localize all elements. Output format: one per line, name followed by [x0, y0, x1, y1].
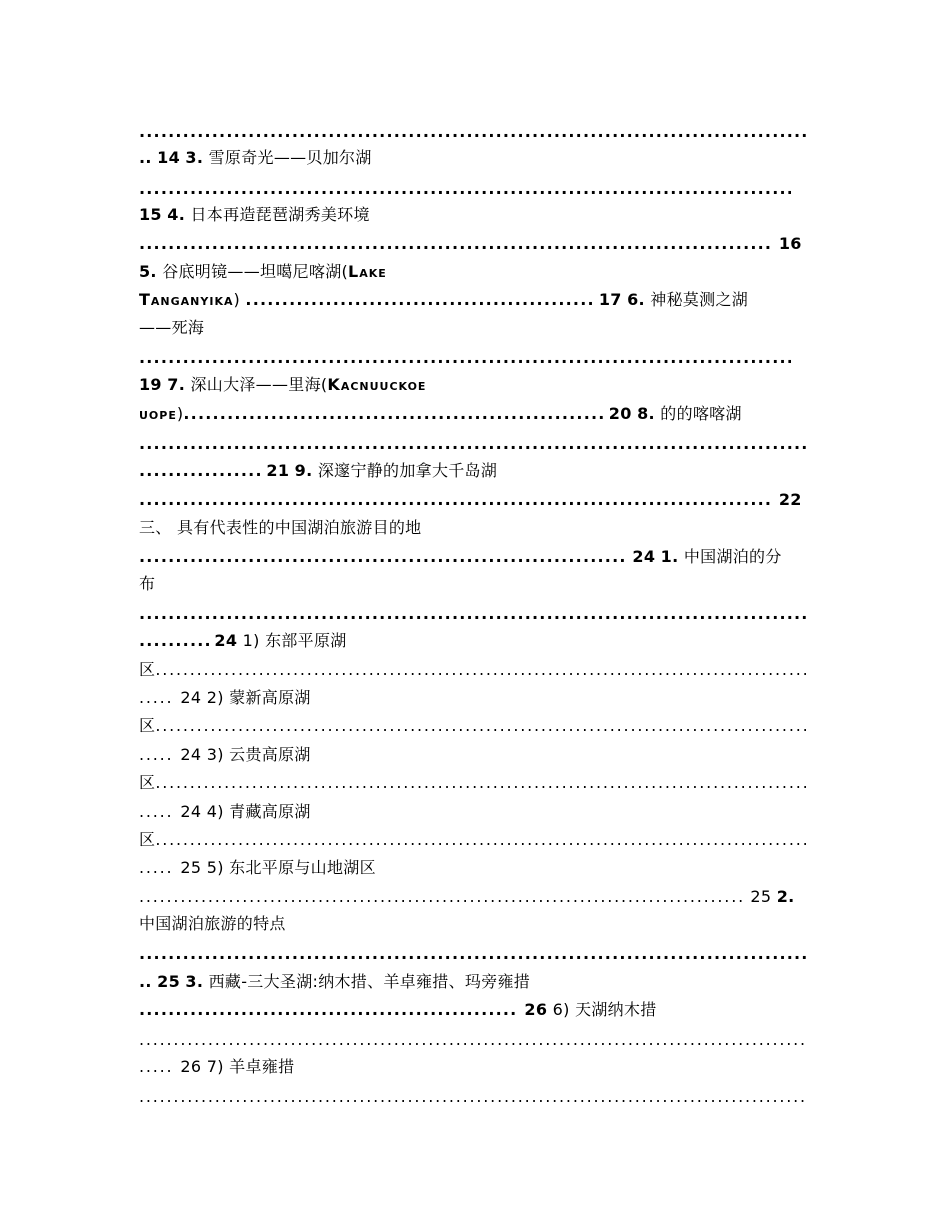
toc-page-number: 16 — [778, 234, 802, 253]
toc-entry-baikal[interactable] — [139, 148, 811, 168]
toc-entry-titicaca[interactable] — [139, 404, 811, 424]
toc-item-number: 4. — [167, 205, 186, 224]
toc-item-title: 的的喀喀湖 — [660, 404, 742, 423]
toc-page-number: 24 — [214, 631, 238, 650]
toc-entry-biwa[interactable] — [139, 205, 811, 225]
toc-item-number: 5) — [206, 858, 224, 877]
toc-item-title: ——死海 — [139, 318, 205, 337]
toc-item-english-name: Lake — [348, 262, 387, 281]
toc-entry-dead-sea[interactable] — [139, 290, 811, 310]
toc-item-number: 2) — [206, 688, 224, 707]
toc-item-number: 6. — [627, 290, 645, 309]
toc-leader-line — [139, 660, 811, 680]
toc-page-number: 25 — [750, 887, 772, 906]
toc-entry-qingzang[interactable] — [139, 802, 811, 822]
toc-dot-leader — [139, 944, 811, 964]
toc-item-title: 谷底明镜——坦噶尼喀湖( — [162, 262, 349, 281]
toc-page-number: 25 — [157, 972, 181, 991]
toc-item-number: 1) — [242, 631, 260, 650]
toc-page-number: 24 — [180, 688, 202, 707]
toc-dot-leader — [139, 1087, 811, 1107]
toc-entry-tanganyika[interactable] — [139, 262, 811, 282]
toc-entry-northeast[interactable] — [139, 858, 811, 878]
toc-item-title: 区 — [139, 660, 156, 679]
toc-page-number: 24 — [180, 802, 202, 821]
toc-entry-distribution[interactable] — [139, 547, 811, 567]
toc-leader-line — [139, 490, 811, 510]
toc-item-number: 3. — [185, 972, 204, 991]
toc-dot-leader — [139, 434, 811, 454]
toc-item-number: 4) — [206, 802, 224, 821]
toc-page-number: 24 — [180, 745, 202, 764]
toc-leader-tail: .. — [139, 972, 152, 991]
toc-entry-thousand-islands[interactable] — [139, 461, 811, 481]
toc-page-number: 25 — [180, 858, 202, 877]
toc-page-number: 22 — [778, 490, 802, 509]
toc-entry-caspian[interactable] — [139, 375, 811, 395]
toc-item-title-continued — [139, 914, 811, 934]
toc-item-number: 5. — [139, 262, 157, 281]
toc-item-title-continued — [139, 318, 811, 338]
toc-dot-leader — [139, 604, 811, 624]
toc-page-number: 26 — [524, 1000, 548, 1019]
toc-section-title: 三、 具有代表性的中国湖泊旅游目的地 — [139, 518, 422, 537]
toc-item-english-name: Tanganyika — [139, 290, 234, 309]
toc-leader-line — [139, 773, 811, 793]
toc-entry-yamdrok[interactable] — [139, 1057, 811, 1077]
toc-item-english-name: uope — [139, 404, 177, 423]
toc-item-title: 深山大泽——里海( — [190, 375, 328, 394]
toc-page-number: 20 — [608, 404, 632, 423]
toc-page-number: 21 — [266, 461, 290, 480]
toc-entry-tibet-lakes[interactable] — [139, 972, 811, 992]
toc-item-title: 天湖纳木措 — [575, 1000, 657, 1019]
toc-page-number: 17 — [598, 290, 622, 309]
toc-leader-line — [139, 716, 811, 736]
toc-item-title: 区 — [139, 716, 156, 735]
toc-entry-mengxin[interactable] — [139, 688, 811, 708]
toc-section-heading[interactable] — [139, 518, 811, 538]
toc-item-title: 布 — [139, 574, 156, 593]
toc-entry-yungui[interactable] — [139, 745, 811, 765]
toc-item-number: 9. — [294, 461, 313, 480]
toc-entry-features[interactable] — [139, 887, 811, 907]
toc-dot-leader — [139, 179, 811, 199]
toc-item-number: 2. — [776, 887, 795, 906]
toc-dot-leader — [139, 122, 811, 142]
toc-item-title: 中国湖泊旅游的特点 — [139, 914, 286, 933]
toc-entry-namtso[interactable] — [139, 1000, 811, 1020]
toc-item-title: 日本再造琵琶湖秀美环境 — [190, 205, 370, 224]
toc-item-title: 雪原奇光——贝加尔湖 — [208, 148, 372, 167]
toc-item-title: 云贵高原湖 — [229, 745, 311, 764]
toc-page-number: 26 — [180, 1057, 202, 1076]
toc-item-paren: ) — [233, 290, 241, 309]
toc-item-english-name: Kacnuuckoe — [327, 375, 427, 394]
toc-item-number: 8. — [637, 404, 655, 423]
toc-item-number: 3. — [185, 148, 204, 167]
toc-leader-line — [139, 234, 811, 254]
toc-item-title: 羊卓雍措 — [229, 1057, 295, 1076]
toc-item-number: 3) — [206, 745, 224, 764]
toc-item-title: 区 — [139, 830, 156, 849]
toc-page-number: 14 — [157, 148, 181, 167]
toc-item-number: 6) — [552, 1000, 570, 1019]
toc-item-title: 东部平原湖 — [265, 631, 347, 650]
toc-entry-eastern-plain[interactable] — [139, 631, 811, 651]
toc-item-title: 神秘莫测之湖 — [650, 290, 749, 309]
toc-page-number: 15 — [139, 205, 162, 224]
toc-item-title: 中国湖泊的分 — [683, 547, 782, 566]
toc-item-title-continued — [139, 574, 811, 594]
toc-item-number: 1. — [660, 547, 679, 566]
toc-leader-line — [139, 830, 811, 850]
toc-item-paren: ) — [176, 404, 184, 423]
toc-page-number: 24 — [632, 547, 656, 566]
toc-dot-leader — [139, 1030, 811, 1050]
toc-item-title: 青藏高原湖 — [229, 802, 311, 821]
toc-item-title: 西藏-三大圣湖:纳木措、羊卓雍措、玛旁雍措 — [208, 972, 531, 991]
toc-item-title: 蒙新高原湖 — [229, 688, 311, 707]
toc-item-title: 区 — [139, 773, 156, 792]
toc-dot-leader — [139, 348, 811, 368]
toc-item-number: 7. — [167, 375, 186, 394]
toc-page-number: 19 — [139, 375, 162, 394]
toc-leader-tail: .. — [139, 148, 152, 167]
toc-item-title: 东北平原与山地湖区 — [229, 858, 376, 877]
toc-item-title: 深邃宁静的加拿大千岛湖 — [317, 461, 498, 480]
toc-item-number: 7) — [206, 1057, 224, 1076]
